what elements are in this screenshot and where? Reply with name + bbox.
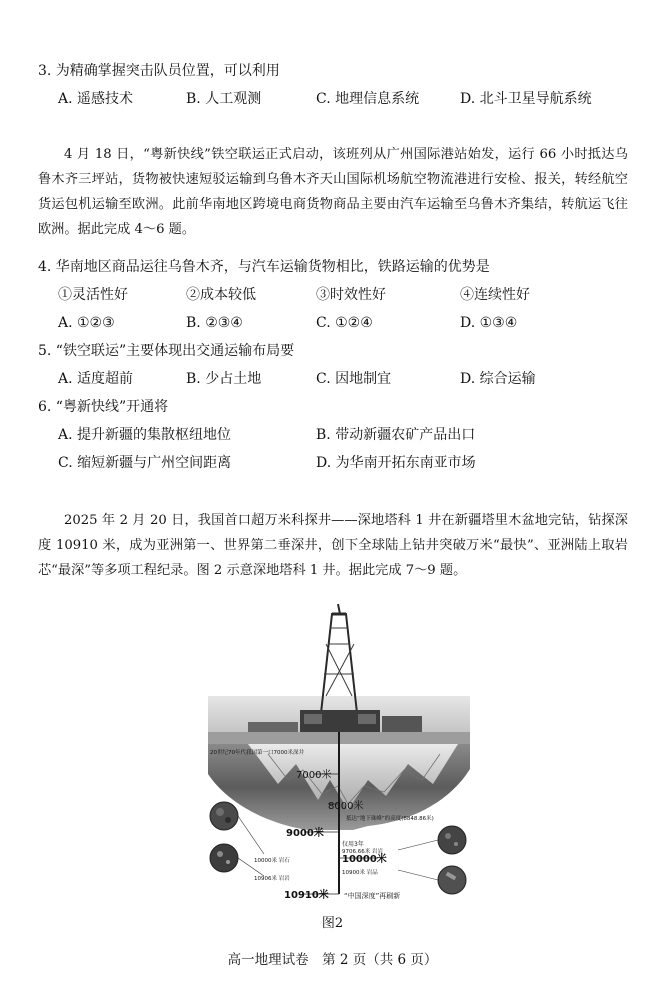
q3-option-b: B. 人工观测	[186, 91, 262, 107]
q4-option-a: A. ①②③	[58, 315, 115, 331]
annotation-10000: 10000米 岩石	[254, 858, 290, 864]
depth-9000: 9000米	[286, 828, 324, 839]
q5-option-a: A. 适度超前	[58, 371, 134, 387]
q4-item-4: ④连续性好	[460, 287, 530, 303]
q4-option-b: B. ②③④	[186, 315, 243, 331]
q5-option-d: D. 综合运输	[460, 371, 536, 387]
annotation-10906: 10906米 岩岩	[254, 876, 290, 882]
q4-option-c: C. ①②④	[316, 315, 373, 331]
page-footer: 高一地理试卷 第 2 页（共 6 页）	[227, 952, 438, 968]
annotation-record: “中国深度”再刷新	[344, 892, 401, 900]
q6-option-b: B. 带动新疆农矿产品出口	[316, 427, 476, 443]
q3-option-d: D. 北斗卫星导航系统	[460, 91, 592, 107]
q3-option-c: C. 地理信息系统	[316, 91, 420, 107]
q6-option-c: C. 缩短新疆与广州空间距离	[58, 455, 232, 471]
q4-option-d: D. ①③④	[460, 315, 518, 331]
drill-well-illustration	[208, 604, 470, 904]
q6-option-a: A. 提升新疆的集散枢纽地位	[58, 427, 232, 443]
depth-10000: 10000米	[342, 854, 387, 865]
passage-1-text: 4 月 18 日，“粤新快线”铁空联运正式启动，该班列从广州国际港站始发，运行 66 小时抵达乌鲁木齐三坪站，货物被快速短驳运输到乌鲁木齐天山国际机场航空物流港进行安检、报关，转经航空货运包机运输至欧洲。此前华南地区跨境电商货物商品主要由汽车运输至乌鲁木齐集结，转航运飞往欧洲。据此完成 4～6 题。	[38, 147, 628, 237]
depth-10910: 10910米	[284, 890, 329, 901]
depth-7000: 7000米	[296, 770, 332, 781]
q3-option-a: A. 遥感技术	[58, 91, 134, 107]
annotation-9706: 9706.66米 岩岩	[342, 849, 383, 855]
annotation-history: 20世纪70年代我国第一口7000米深井	[210, 750, 304, 756]
q5-option-c: C. 因地制宜	[316, 371, 392, 387]
figure-2-drill-well	[208, 604, 470, 904]
depth-8000: 8000米	[328, 801, 364, 812]
annotation-years: 仅用3年	[342, 841, 364, 848]
passage-2-text: 2025 年 2 月 20 日，我国首口超万米科探井——深地塔科 1 井在新疆塔里木盆地完钻，钻探深度 10910 米，成为亚洲第一、世界第二垂深井，创下全球陆上钻井突破万米“最快”、亚洲陆上取岩芯“最深”等多项工程纪录。图 2 示意深地塔科 1 井。据此完成 7～9 题。	[38, 513, 628, 578]
q5-stem: 5. “铁空联运”主要体现出交通运输布局要	[38, 343, 295, 359]
q4-stem: 4. 华南地区商品运往乌鲁木齐，与汽车运输货物相比，铁路运输的优势是	[38, 259, 490, 275]
q4-item-3: ③时效性好	[316, 287, 386, 303]
annotation-10900: 10900米 岩品	[342, 870, 378, 876]
q5-option-b: B. 少占土地	[186, 371, 262, 387]
q6-stem: 6. “粤新快线”开通将	[38, 399, 169, 415]
q3-stem: 3. 为精确掌握突击队员位置，可以利用	[38, 63, 280, 79]
q4-item-1: ①灵活性好	[58, 287, 128, 303]
passage-1	[38, 142, 628, 242]
figure-caption: 图2	[321, 916, 344, 931]
q6-option-d: D. 为华南开拓东南亚市场	[316, 455, 476, 471]
passage-2	[38, 508, 628, 583]
q4-item-2: ②成本较低	[186, 287, 256, 303]
annotation-peak: 抵达“地下珠峰”的高度(8848.86米)	[346, 816, 434, 822]
